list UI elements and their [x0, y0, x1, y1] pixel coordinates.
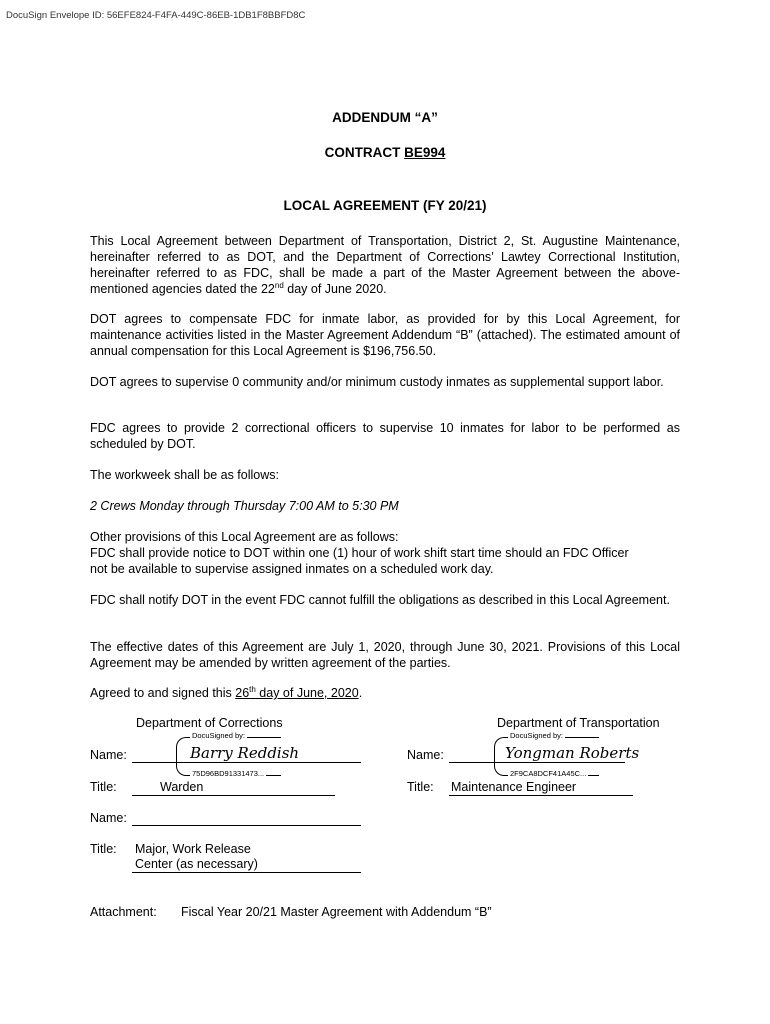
intro-sup: nd	[274, 280, 284, 290]
attachment-text: Fiscal Year 20/21 Master Agreement with Addendum “B”	[181, 905, 492, 919]
signed-month: day of June, 2020	[255, 686, 359, 700]
paragraph-signed	[90, 685, 680, 701]
left-title-label: Title:	[90, 780, 117, 794]
left-title-value: Warden	[160, 780, 204, 794]
signed-date	[235, 686, 358, 700]
right-title-value: Maintenance Engineer	[451, 780, 577, 794]
right-name-label: Name:	[407, 748, 444, 762]
left-name-label: Name:	[90, 748, 127, 762]
paragraph-intro	[90, 233, 680, 297]
third-title-line-2: Center (as necessary)	[135, 857, 258, 871]
right-docusigned-label: DocuSigned by:	[510, 731, 563, 740]
third-name-line	[132, 825, 361, 826]
signed-period: .	[358, 686, 363, 700]
left-docusigned-label: DocuSigned by:	[192, 731, 245, 740]
intro-end: day of June 2020.	[283, 282, 387, 296]
third-title-label: Title:	[90, 842, 117, 856]
provisions-line-2: FDC shall provide notice to DOT within one (1) hour of work shift start time should an FDC Officer	[90, 546, 629, 560]
left-title-line	[132, 795, 335, 796]
left-department: Department of Corrections	[136, 716, 283, 730]
envelope-id: DocuSign Envelope ID: 56EFE824-F4FA-449C-86EB-1DB1F8BBFD8C	[6, 10, 306, 21]
signed-text: Agreed to and signed this	[90, 686, 236, 700]
contract-number: BE994	[404, 145, 446, 160]
addendum-heading: ADDENDUM “A”	[332, 110, 438, 125]
right-signature: Yongman Roberts	[505, 744, 640, 762]
intro-text: This Local Agreement between Department of Transportation, District 2, St. Augustine Maintenance, hereinafter referred to as DOT, and the Department of Corrections’ Lawtey Correctional Institution, hereinafter referred to as FDC, shall be made a part of the Master Agreement between the above-mentioned agencies dated the 22	[90, 234, 680, 296]
attachment-label: Attachment:	[90, 905, 157, 919]
third-name-label: Name:	[90, 811, 127, 825]
paragraph-workweek: The workweek shall be as follows:	[90, 468, 279, 482]
right-title-line	[449, 795, 633, 796]
provisions-line-3: not be available to supervise assigned inmates on a scheduled work day.	[90, 562, 494, 576]
right-title-label: Title:	[407, 780, 434, 794]
signed-sup: th	[249, 684, 256, 694]
provisions-line-1: Other provisions of this Local Agreement are as follows:	[90, 530, 399, 544]
agreement-title: LOCAL AGREEMENT (FY 20/21)	[283, 198, 487, 213]
signed-day: 26	[235, 686, 250, 700]
paragraph-dates: The effective dates of this Agreement are July 1, 2020, through June 30, 2021. Provisions of this Local Agreement may be amended by written agreement of the parties.	[90, 640, 680, 670]
third-title-underline	[132, 872, 361, 873]
paragraph-crews: 2 Crews Monday through Thursday 7:00 AM to 5:30 PM	[90, 499, 399, 513]
paragraph-notify: FDC shall notify DOT in the event FDC cannot fulfill the obligations as described in this Local Agreement.	[90, 593, 670, 607]
right-signature-id: 2F9CA8DCF41A45C...	[510, 769, 587, 778]
paragraph-compensation: DOT agrees to compensate FDC for inmate labor, as provided for by this Local Agreement, for maintenance activities listed in the Master Agreement Addendum “B” (attached). The estimated amount of annual compensation for this Local Agreement is $196,756.50.	[90, 312, 680, 358]
third-title-line-1: Major, Work Release	[135, 842, 251, 856]
paragraph-provisions	[90, 529, 680, 577]
right-department: Department of Transportation	[497, 716, 660, 730]
contract-prefix: CONTRACT	[324, 145, 405, 160]
left-signature: Barry Reddish	[190, 744, 300, 762]
paragraph-supervise: DOT agrees to supervise 0 community and/or minimum custody inmates as supplemental support labor.	[90, 375, 664, 389]
left-signature-id: 75D96BD91331473...	[192, 769, 265, 778]
paragraph-officers: FDC agrees to provide 2 correctional officers to supervise 10 inmates for labor to be performed as scheduled by DOT.	[90, 421, 680, 451]
contract-heading	[0, 145, 770, 160]
